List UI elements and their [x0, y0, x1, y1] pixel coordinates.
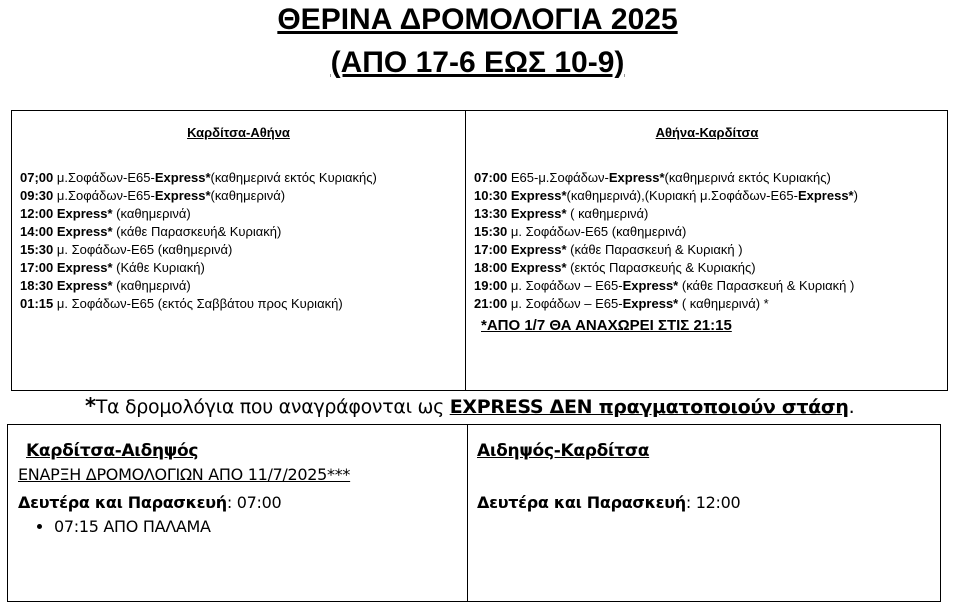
schedule-row: 07;00 μ.Σοφάδων-Ε65-Express*(καθημερινά εκτός Κυριακής): [20, 170, 377, 185]
list-item: • 07:15 ΑΠΟ ΠΑΛΑΜΑ: [54, 517, 211, 536]
schedule-row: 01:15 μ. Σοφάδων-Ε65 (εκτός Σαββάτου προς Κυριακή): [20, 296, 343, 311]
route-start-note: ΕΝΑΡΞΗ ΔΡΟΜΟΛΟΓΙΩΝ ΑΠΟ 11/7/2025***: [18, 465, 351, 484]
departure-bullets: [32, 517, 211, 536]
schedule-row: 09:30 μ.Σοφάδων-Ε65-Express*(καθημερινά): [20, 188, 286, 203]
schedule-row: 15:30 μ. Σοφάδων-Ε65 (καθημερινά): [20, 242, 233, 257]
schedule-row: 17:00 Express* (κάθε Παρασκευή & Κυριακή ): [474, 242, 743, 257]
page-subtitle-date-range: (ΑΠΟ 17-6 ΕΩΣ 10-9): [330, 46, 625, 79]
column-divider: [467, 425, 468, 601]
header-athens-karditsa: Αθήνα-Καρδίτσα: [655, 125, 759, 140]
schedule-row: 10:30 Express*(καθημερινά),(Κυριακή μ.Σοφάδων-Ε65-Express*): [474, 188, 858, 203]
days-line: Δευτέρα και Παρασκευή: 07:00: [18, 493, 282, 512]
header-karditsa-aidipsos: Καρδίτσα-Αιδηψός: [26, 441, 199, 461]
express-legend: *Τα δρομολόγια που αναγράφονται ως EXPRESS ΔΕΝ πραγματοποιούν στάση.: [85, 394, 855, 418]
schedule-row: 17:00 Express* (Κάθε Κυριακή): [20, 260, 205, 275]
schedule-row: 15:30 μ. Σοφάδων-Ε65 (καθημερινά): [474, 224, 687, 239]
schedule-list-athens-karditsa: [474, 169, 858, 313]
schedule-table-aidipsos: [7, 424, 941, 602]
header-aidipsos-karditsa: Αιδηψός-Καρδίτσα: [477, 441, 650, 461]
header-karditsa-athens: Καρδίτσα-Αθήνα: [187, 125, 290, 140]
schedule-row: 19:00 μ. Σοφάδων – Ε65-Express* (κάθε Παρασκευή & Κυριακή ): [474, 278, 855, 293]
schedule-row: 12:00 Express* (καθημερινά): [20, 206, 191, 221]
schedule-row: 07:00 Ε65-μ.Σοφάδων-Express*(καθημερινά εκτός Κυριακής): [474, 170, 831, 185]
schedule-list-karditsa-athens: [20, 169, 377, 313]
schedule-row: 18:00 Express* (εκτός Παρασκευής & Κυριακής): [474, 260, 756, 275]
schedule-row: 21:00 μ. Σοφάδων – Ε65-Express* ( καθημερινά) *: [474, 296, 769, 311]
schedule-row: 14:00 Express* (κάθε Παρασκευή& Κυριακή): [20, 224, 282, 239]
schedule-row: 18:30 Express* (καθημερινά): [20, 278, 191, 293]
page-title: ΘΕΡΙΝΑ ΔΡΟΜΟΛΟΓΙΑ 2025: [277, 3, 678, 36]
schedule-table-athens: [11, 110, 948, 391]
schedule-row: 13:30 Express* ( καθημερινά): [474, 206, 649, 221]
column-divider: [465, 111, 466, 390]
departure-change-note: *ΑΠΟ 1/7 ΘΑ ΑΝΑΧΩΡΕΙ ΣΤΙΣ 21:15: [481, 317, 732, 334]
days-line: Δευτέρα και Παρασκευή: 12:00: [477, 493, 741, 512]
